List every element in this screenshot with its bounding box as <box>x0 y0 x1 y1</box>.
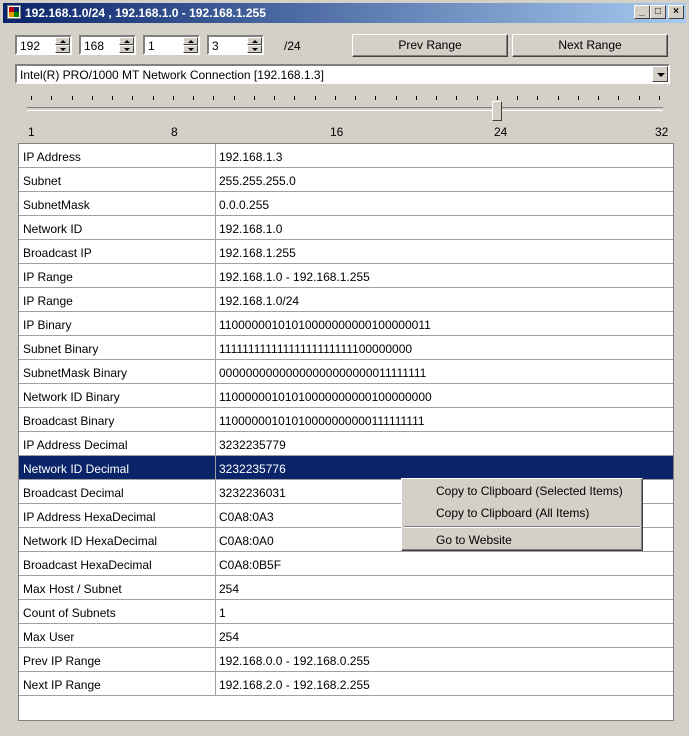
slider-tick <box>294 96 295 100</box>
title-bar <box>3 3 686 23</box>
column-divider <box>215 216 216 240</box>
column-divider <box>215 192 216 216</box>
menu-separator <box>404 526 640 528</box>
table-row[interactable] <box>19 168 673 192</box>
row-property: Network ID Binary <box>23 390 120 404</box>
table-row[interactable] <box>19 288 673 312</box>
slider-tick <box>639 96 640 100</box>
row-value: 3232235779 <box>219 438 286 452</box>
row-property: Network ID <box>23 222 83 236</box>
table-row[interactable] <box>19 624 673 648</box>
column-divider <box>215 264 216 288</box>
row-property: Broadcast IP <box>23 246 92 260</box>
column-divider <box>215 432 216 456</box>
table-row[interactable] <box>19 312 673 336</box>
row-property: IP Address <box>23 150 81 164</box>
next-range-button[interactable]: Next Range <box>512 34 668 57</box>
octet1-up-arrow-icon[interactable] <box>55 37 70 45</box>
table-row[interactable] <box>19 264 673 288</box>
row-property: Subnet <box>23 174 62 188</box>
row-value: C0A8:0B5F <box>219 558 282 572</box>
table-row[interactable] <box>19 144 673 168</box>
column-divider <box>215 168 216 192</box>
prev-range-button[interactable]: Prev Range <box>352 34 508 57</box>
row-value: 0.0.0.255 <box>219 198 270 212</box>
octet1-down-arrow-icon[interactable] <box>55 45 70 53</box>
row-property: SubnetMask Binary <box>23 366 128 380</box>
row-value: C0A8:0A3 <box>219 510 274 524</box>
table-row[interactable] <box>19 672 673 696</box>
row-property: IP Address Decimal <box>23 438 128 452</box>
slider-tick <box>477 96 478 100</box>
slider-label-24: 24 <box>494 125 508 139</box>
row-property: IP Binary <box>23 318 72 332</box>
slider-tick <box>72 96 73 100</box>
slider-tick <box>315 96 316 100</box>
octet4-value[interactable]: 3 <box>212 39 219 53</box>
column-divider <box>215 504 216 528</box>
slider-tick <box>396 96 397 100</box>
row-property: Next IP Range <box>23 678 101 692</box>
row-value: 254 <box>219 630 240 644</box>
row-property: Network ID Decimal <box>23 462 130 476</box>
octet2-up-arrow-icon[interactable] <box>119 37 134 45</box>
row-property: Broadcast Binary <box>23 414 115 428</box>
row-property: IP Address HexaDecimal <box>23 510 156 524</box>
slider-tick <box>497 96 498 100</box>
row-value: 192.168.1.0 <box>219 222 283 236</box>
slider-tick <box>537 96 538 100</box>
adapter-dropdown[interactable] <box>15 64 670 84</box>
row-value: 3232236031 <box>219 486 286 500</box>
slider-tick <box>153 96 154 100</box>
row-property: Broadcast Decimal <box>23 486 124 500</box>
adapter-selected[interactable]: Intel(R) PRO/1000 MT Network Connection [192.168.1.3] <box>20 68 324 82</box>
row-value: 192.168.1.255 <box>219 246 296 260</box>
chevron-down-icon[interactable] <box>652 66 668 82</box>
slider-tick <box>51 96 52 100</box>
row-value: 192.168.2.0 - 192.168.2.255 <box>219 678 370 692</box>
slider-tick <box>598 96 599 100</box>
octet1-value[interactable]: 192 <box>20 39 41 53</box>
column-divider <box>215 648 216 672</box>
slider-label-8: 8 <box>171 125 178 139</box>
copy-selected-menu-item[interactable]: Copy to Clipboard (Selected Items) <box>436 484 623 498</box>
app-icon <box>7 5 21 19</box>
row-value: 254 <box>219 582 240 596</box>
slider-tick <box>456 96 457 100</box>
slider-tick <box>335 96 336 100</box>
row-property: SubnetMask <box>23 198 90 212</box>
table-row[interactable] <box>19 216 673 240</box>
octet3-spinner[interactable] <box>143 35 200 55</box>
octet4-spinner[interactable] <box>207 35 264 55</box>
column-divider <box>215 360 216 384</box>
column-divider <box>215 480 216 504</box>
slider-tick <box>92 96 93 100</box>
octet2-down-arrow-icon[interactable] <box>119 45 134 53</box>
slider-tick <box>659 96 660 100</box>
column-divider <box>215 672 216 696</box>
row-value: 3232235776 <box>219 462 286 476</box>
slider-label-1: 1 <box>28 125 35 139</box>
slider-thumb[interactable] <box>492 101 502 121</box>
column-divider <box>215 144 216 168</box>
row-property: Subnet Binary <box>23 342 99 356</box>
context-menu <box>401 478 643 551</box>
slider-tick <box>416 96 417 100</box>
table-row[interactable] <box>19 432 673 456</box>
row-value: 11111111111111111111111100000000 <box>219 342 413 356</box>
row-value: 11000000101010000000000111111111 <box>219 414 425 428</box>
prefix-label: /24 <box>284 39 301 53</box>
slider-tick <box>274 96 275 100</box>
slider-tick <box>132 96 133 100</box>
table-row[interactable] <box>19 192 673 216</box>
column-divider <box>215 336 216 360</box>
octet1-spinner[interactable] <box>15 35 72 55</box>
slider-tick <box>173 96 174 100</box>
column-divider <box>215 576 216 600</box>
slider-tick <box>355 96 356 100</box>
slider-tick <box>112 96 113 100</box>
column-divider <box>215 624 216 648</box>
row-value: 00000000000000000000000011111111 <box>219 366 427 380</box>
column-divider <box>215 288 216 312</box>
table-row[interactable] <box>19 600 673 624</box>
row-property: IP Range <box>23 294 73 308</box>
slider-tick <box>193 96 194 100</box>
column-divider <box>215 600 216 624</box>
row-property: Broadcast HexaDecimal <box>23 558 152 572</box>
slider-tick <box>517 96 518 100</box>
copy-all-menu-item[interactable]: Copy to Clipboard (All Items) <box>436 506 590 520</box>
column-divider <box>215 312 216 336</box>
octet2-value[interactable]: 168 <box>84 39 105 53</box>
octet4-up-arrow-icon[interactable] <box>247 37 262 45</box>
row-value: 1 <box>219 606 226 620</box>
prefix-slider[interactable] <box>17 96 671 126</box>
slider-track[interactable] <box>27 107 663 111</box>
slider-tick <box>234 96 235 100</box>
maximize-button[interactable]: □ <box>650 5 666 19</box>
slider-label-32: 32 <box>655 125 669 139</box>
column-divider <box>215 408 216 432</box>
table-row[interactable] <box>19 384 673 408</box>
ip-details-list[interactable] <box>18 143 674 721</box>
column-divider <box>215 456 216 480</box>
slider-tick <box>578 96 579 100</box>
window-title: 192.168.1.0/24 , 192.168.1.0 - 192.168.1.255 <box>25 6 266 20</box>
row-value: 11000000101010000000000100000011 <box>219 318 431 332</box>
column-divider <box>215 528 216 552</box>
row-value: 192.168.0.0 - 192.168.0.255 <box>219 654 370 668</box>
table-row[interactable] <box>19 240 673 264</box>
table-row[interactable] <box>19 336 673 360</box>
table-row[interactable] <box>19 408 673 432</box>
slider-tick <box>254 96 255 100</box>
close-button[interactable]: × <box>668 5 684 19</box>
octet3-down-arrow-icon[interactable] <box>183 45 198 53</box>
column-divider <box>215 384 216 408</box>
row-property: Max User <box>23 630 75 644</box>
row-property: Count of Subnets <box>23 606 116 620</box>
go-website-menu-item[interactable]: Go to Website <box>436 533 512 547</box>
slider-tick <box>436 96 437 100</box>
table-row[interactable] <box>19 456 673 480</box>
slider-tick <box>618 96 619 100</box>
slider-label-16: 16 <box>330 125 344 139</box>
row-value: 255.255.255.0 <box>219 174 296 188</box>
octet2-spinner[interactable] <box>79 35 136 55</box>
row-value: C0A8:0A0 <box>219 534 274 548</box>
table-row[interactable] <box>19 576 673 600</box>
row-value: 192.168.1.3 <box>219 150 283 164</box>
slider-tick <box>213 96 214 100</box>
table-row[interactable] <box>19 552 673 576</box>
slider-tick <box>558 96 559 100</box>
octet3-up-arrow-icon[interactable] <box>183 37 198 45</box>
column-divider <box>215 552 216 576</box>
column-divider <box>215 240 216 264</box>
row-value: 11000000101010000000000100000000 <box>219 390 432 404</box>
octet3-value[interactable]: 1 <box>148 39 155 53</box>
octet4-down-arrow-icon[interactable] <box>247 45 262 53</box>
table-row[interactable] <box>19 360 673 384</box>
row-property: Max Host / Subnet <box>23 582 122 596</box>
row-value: 192.168.1.0 - 192.168.1.255 <box>219 270 370 284</box>
table-row[interactable] <box>19 648 673 672</box>
slider-tick <box>375 96 376 100</box>
row-value: 192.168.1.0/24 <box>219 294 300 308</box>
slider-tick <box>31 96 32 100</box>
row-property: IP Range <box>23 270 73 284</box>
row-property: Network ID HexaDecimal <box>23 534 158 548</box>
row-property: Prev IP Range <box>23 654 101 668</box>
minimize-button[interactable]: _ <box>634 5 650 19</box>
